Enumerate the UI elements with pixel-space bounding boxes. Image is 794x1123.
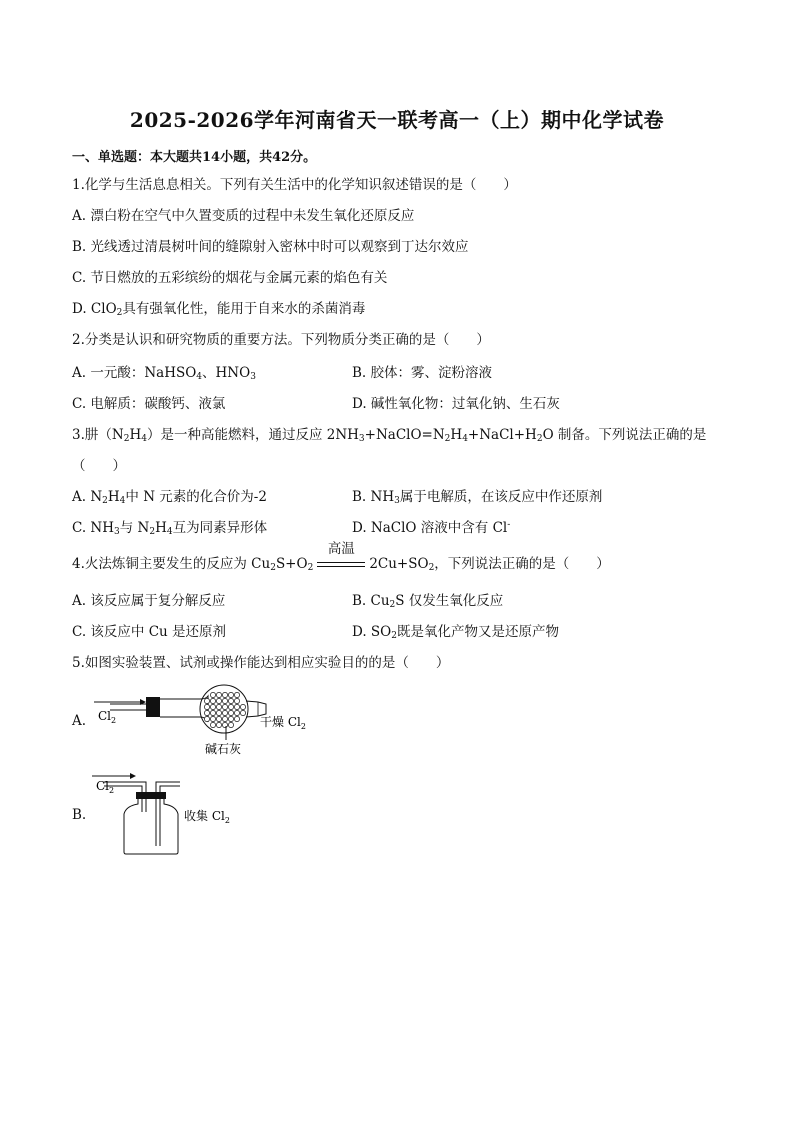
question-1-option-a: A. 漂白粉在空气中久置变质的过程中未发生氧化还原反应 (72, 208, 415, 224)
soda-lime-granule (216, 716, 221, 721)
soda-lime-granule (204, 716, 209, 721)
soda-lime-granule (222, 692, 227, 697)
question-5-option-a-label: A. (72, 713, 87, 729)
soda-lime-granule (240, 704, 245, 709)
question-2-option-c: C. 电解质：碳酸钙、液氯 (72, 396, 226, 412)
soda-lime-granule (216, 722, 221, 727)
question-3-option-a: A. $N_2H_4$中 N 元素的化合价为-2 (72, 489, 267, 506)
purpose-label-a: 干燥 $Cl_2$ (260, 715, 306, 731)
question-4-option-d: D. $SO_2$既是氧化产物又是还原产物 (352, 624, 559, 641)
question-3-option-b: B. $NH_3$属于电解质，在该反应中作还原剂 (352, 489, 603, 506)
gas-collection-bottle-diagram (88, 770, 248, 858)
soda-lime-granule (210, 698, 215, 703)
question-2-option-a: A. 一元酸：NaHSO$_4$、$HNO_3$ (72, 365, 256, 382)
soda-lime-granule (216, 698, 221, 703)
stopper (146, 697, 160, 717)
soda-lime-granule (228, 698, 233, 703)
soda-lime-granule (222, 704, 227, 709)
question-3-option-c: C. $NH_3$与 $N_2H_4$互为同素异形体 (72, 520, 268, 537)
soda-lime-granule (240, 710, 245, 715)
page-title: 2025-2026学年河南省天一联考高一（上）期中化学试卷 (129, 108, 665, 132)
soda-lime-granule (234, 716, 239, 721)
soda-lime-granule (216, 704, 221, 709)
soda-lime-granule (204, 710, 209, 715)
soda-lime-granule (222, 698, 227, 703)
question-1-option-d: D. ClO$_2$具有强氧化性，能用于自来水的杀菌消毒 (72, 301, 366, 318)
soda-lime-granule (234, 710, 239, 715)
soda-lime-granule (210, 692, 215, 697)
soda-lime-granule (204, 704, 209, 709)
reagent-label: 碱石灰 (205, 742, 242, 756)
soda-lime-granule (228, 710, 233, 715)
question-2-stem: 2.分类是认识和研究物质的重要方法。下列物质分类正确的是（ ） (72, 332, 490, 348)
question-1-stem: 1.化学与生活息息相关。下列有关生活中的化学知识叙述错误的是（ ） (72, 177, 517, 193)
reaction-condition: 高温 (317, 556, 365, 574)
soda-lime-granule (210, 704, 215, 709)
question-4-option-b: B. $Cu_2S$ 仅发生氧化反应 (352, 593, 504, 610)
question-1-option-b: B. 光线透过清晨树叶间的缝隙射入密林中时可以观察到丁达尔效应 (72, 239, 469, 255)
soda-lime-granule (222, 716, 227, 721)
soda-lime-granule (228, 704, 233, 709)
soda-lime-granule (210, 716, 215, 721)
soda-lime-granule (210, 722, 215, 727)
question-2-option-d: D. 碱性氧化物：过氧化钠、生石灰 (352, 396, 560, 412)
soda-lime-granule (228, 722, 233, 727)
question-3-option-d: D. NaClO 溶液中含有 Cl- (352, 520, 511, 536)
soda-lime-granule (234, 698, 239, 703)
gas-label-b: $Cl_2$ (96, 779, 115, 795)
soda-lime-granule (204, 698, 209, 703)
soda-lime-granule (234, 704, 239, 709)
question-5-option-b-label: B. (72, 807, 87, 823)
question-4-stem: 4.火法炼铜主要发生的反应为 $Cu_2S+O_2$ 高温 $2Cu+SO_2$，下列说法正确的是（ ） (72, 540, 610, 573)
soda-lime-granule (222, 710, 227, 715)
question-3-stem-cont: （ ） (72, 458, 126, 474)
soda-lime-granule (228, 692, 233, 697)
soda-lime-granule (216, 710, 221, 715)
soda-lime-granule (210, 710, 215, 715)
section-heading: 一、单选题：本大题共14小题，共42分。 (72, 150, 317, 165)
soda-lime-granule (216, 692, 221, 697)
question-5-stem: 5.如图实验装置、试剂或操作能达到相应实验目的的是（ ） (72, 655, 450, 671)
gas-bottle (124, 799, 178, 854)
bottle-stopper (136, 792, 166, 799)
gas-label-a: $Cl_2$ (98, 709, 117, 725)
drying-tube-diagram (88, 682, 368, 758)
soda-lime-granule (228, 716, 233, 721)
question-3-stem: 3.肼$(N_2H_4)$是一种高能燃料，通过反应 $2NH_3+NaClO=N_2H_4+NaCl+H_2O$ 制备。下列说法正确的是 (72, 427, 707, 444)
question-4-option-a: A. 该反应属于复分解反应 (72, 593, 226, 609)
purpose-label-b: 收集 $Cl_2$ (184, 809, 230, 825)
question-1-option-c: C. 节日燃放的五彩缤纷的烟花与金属元素的焰色有关 (72, 270, 388, 286)
question-2-option-b: B. 胶体：雾、淀粉溶液 (352, 365, 493, 381)
question-4-option-c: C. 该反应中 Cu 是还原剂 (72, 624, 227, 640)
soda-lime-granule (222, 722, 227, 727)
soda-lime-granule (234, 692, 239, 697)
